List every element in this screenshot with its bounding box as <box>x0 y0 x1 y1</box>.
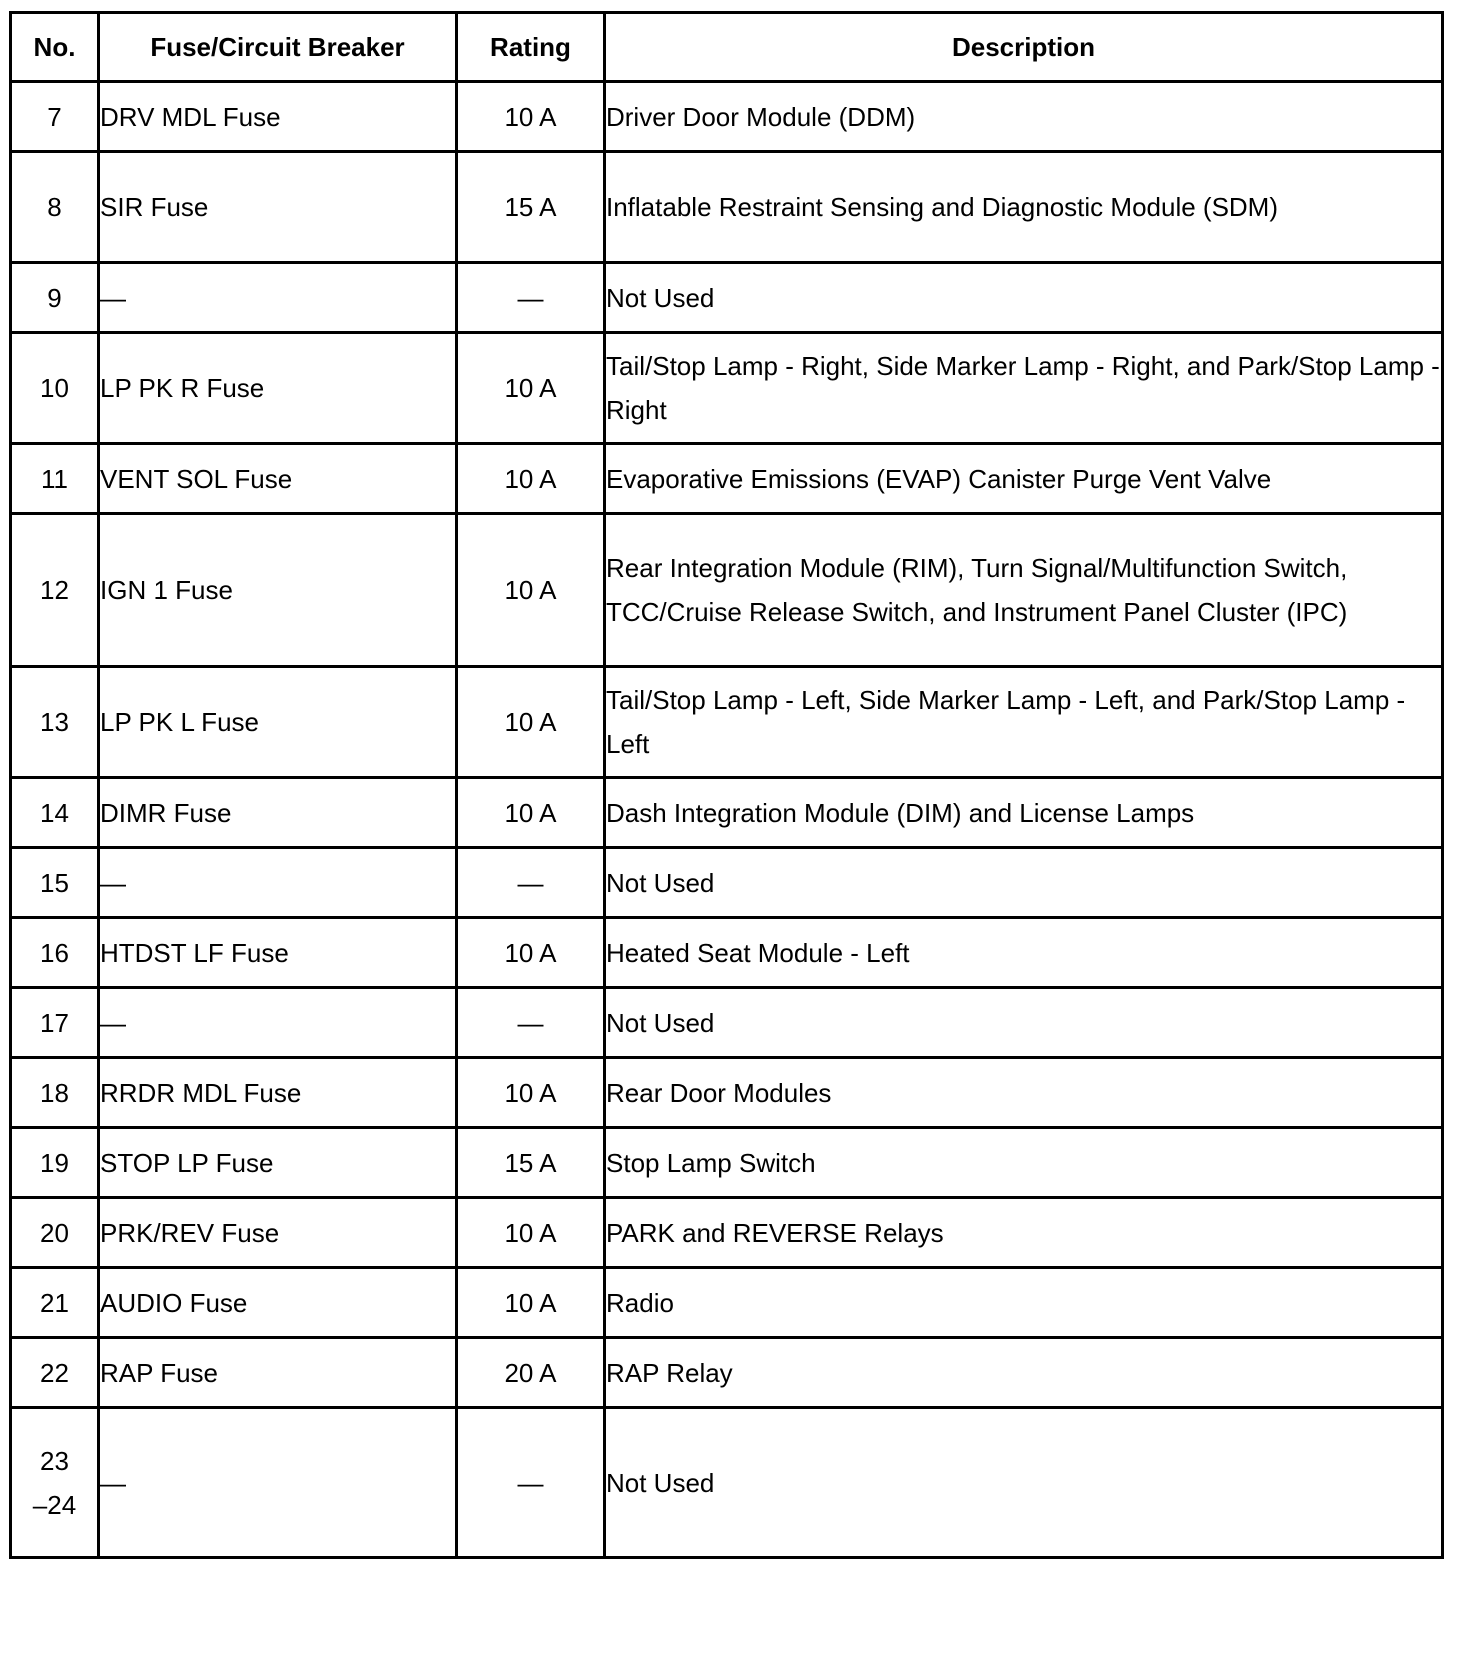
table-row <box>11 1338 1443 1408</box>
table-row <box>11 1408 1443 1558</box>
cell-fuse: IGN 1 Fuse <box>99 514 457 667</box>
cell-no <box>11 1408 99 1558</box>
table-row <box>11 1198 1443 1268</box>
cell-rating: 15 A <box>457 1128 605 1198</box>
cell-no: 11 <box>11 444 99 514</box>
cell-rating: — <box>457 988 605 1058</box>
table-row <box>11 848 1443 918</box>
cell-description: Tail/Stop Lamp - Left, Side Marker Lamp - Left, and Park/Stop Lamp - Left <box>605 667 1443 778</box>
cell-fuse: DRV MDL Fuse <box>99 82 457 152</box>
cell-no: 7 <box>11 82 99 152</box>
cell-description: Dash Integration Module (DIM) and License Lamps <box>605 778 1443 848</box>
cell-rating: — <box>457 848 605 918</box>
cell-description: Tail/Stop Lamp - Right, Side Marker Lamp - Right, and Park/Stop Lamp - Right <box>605 333 1443 444</box>
cell-rating: — <box>457 263 605 333</box>
cell-no: 8 <box>11 152 99 263</box>
cell-rating: 10 A <box>457 82 605 152</box>
cell-fuse: RRDR MDL Fuse <box>99 1058 457 1128</box>
cell-no: 18 <box>11 1058 99 1128</box>
cell-description: Heated Seat Module - Left <box>605 918 1443 988</box>
table-row <box>11 1268 1443 1338</box>
cell-fuse: RAP Fuse <box>99 1338 457 1408</box>
cell-description: RAP Relay <box>605 1338 1443 1408</box>
cell-description: Not Used <box>605 263 1443 333</box>
fuse-table <box>9 11 1444 1559</box>
table-row <box>11 514 1443 667</box>
table-row <box>11 988 1443 1058</box>
cell-description: Radio <box>605 1268 1443 1338</box>
cell-fuse: — <box>99 263 457 333</box>
table-row <box>11 82 1443 152</box>
cell-fuse: — <box>99 988 457 1058</box>
cell-description: Evaporative Emissions (EVAP) Canister Purge Vent Valve <box>605 444 1443 514</box>
table-row <box>11 918 1443 988</box>
cell-rating: 10 A <box>457 1268 605 1338</box>
cell-no: 17 <box>11 988 99 1058</box>
cell-no: 10 <box>11 333 99 444</box>
cell-description: Stop Lamp Switch <box>605 1128 1443 1198</box>
cell-fuse: PRK/REV Fuse <box>99 1198 457 1268</box>
cell-fuse: — <box>99 848 457 918</box>
cell-no: 15 <box>11 848 99 918</box>
cell-rating: 10 A <box>457 918 605 988</box>
table-row <box>11 778 1443 848</box>
cell-fuse: VENT SOL Fuse <box>99 444 457 514</box>
cell-no: 22 <box>11 1338 99 1408</box>
cell-rating: 10 A <box>457 444 605 514</box>
cell-no: 20 <box>11 1198 99 1268</box>
header-description: Description <box>605 13 1443 82</box>
header-fuse-circuit-breaker: Fuse/Circuit Breaker <box>99 13 457 82</box>
cell-no: 9 <box>11 263 99 333</box>
table-row <box>11 333 1443 444</box>
cell-description: Driver Door Module (DDM) <box>605 82 1443 152</box>
cell-rating: 10 A <box>457 514 605 667</box>
cell-description: Not Used <box>605 988 1443 1058</box>
cell-no: 16 <box>11 918 99 988</box>
cell-fuse: DIMR Fuse <box>99 778 457 848</box>
cell-rating: 15 A <box>457 152 605 263</box>
cell-rating: 20 A <box>457 1338 605 1408</box>
cell-fuse: LP PK L Fuse <box>99 667 457 778</box>
table-row <box>11 444 1443 514</box>
cell-fuse: AUDIO Fuse <box>99 1268 457 1338</box>
cell-no: 13 <box>11 667 99 778</box>
cell-rating: 10 A <box>457 333 605 444</box>
cell-fuse: STOP LP Fuse <box>99 1128 457 1198</box>
cell-no: 21 <box>11 1268 99 1338</box>
cell-description: Not Used <box>605 848 1443 918</box>
cell-no: 19 <box>11 1128 99 1198</box>
cell-description: Rear Door Modules <box>605 1058 1443 1128</box>
table-row <box>11 152 1443 263</box>
cell-no: 12 <box>11 514 99 667</box>
table-header-row <box>11 13 1443 82</box>
cell-fuse: HTDST LF Fuse <box>99 918 457 988</box>
cell-fuse: SIR Fuse <box>99 152 457 263</box>
table-row <box>11 667 1443 778</box>
header-rating: Rating <box>457 13 605 82</box>
table-row <box>11 1058 1443 1128</box>
cell-description: Rear Integration Module (RIM), Turn Signal/Multifunction Switch, TCC/Cruise Release Switch, and Instrument Panel Cluster (IPC) <box>605 514 1443 667</box>
table-row <box>11 1128 1443 1198</box>
cell-rating: 10 A <box>457 667 605 778</box>
header-no: No. <box>11 13 99 82</box>
cell-rating: 10 A <box>457 1198 605 1268</box>
cell-description: PARK and REVERSE Relays <box>605 1198 1443 1268</box>
cell-rating: 10 A <box>457 1058 605 1128</box>
table-row <box>11 263 1443 333</box>
cell-no-text: 23 –24 <box>32 1445 77 1520</box>
cell-description: Not Used <box>605 1408 1443 1558</box>
cell-no: 14 <box>11 778 99 848</box>
cell-rating: 10 A <box>457 778 605 848</box>
cell-rating: — <box>457 1408 605 1558</box>
cell-fuse: LP PK R Fuse <box>99 333 457 444</box>
cell-description: Inflatable Restraint Sensing and Diagnostic Module (SDM) <box>605 152 1443 263</box>
cell-fuse: — <box>99 1408 457 1558</box>
